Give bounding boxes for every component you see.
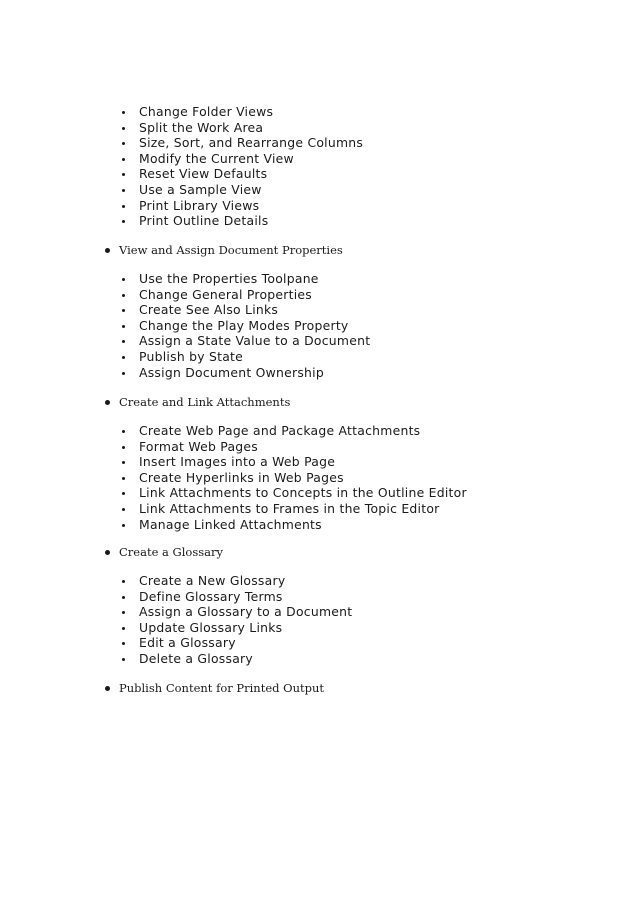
section-item	[0, 394, 467, 410]
bullet-icon	[122, 340, 125, 343]
list-item	[0, 349, 370, 365]
subtopic-list	[0, 271, 370, 380]
list-item-label: Reset View Defaults	[139, 166, 268, 182]
list-item-label: Change General Properties	[139, 286, 313, 302]
list-item-label: Use a Sample View	[139, 181, 262, 197]
bullet-icon	[122, 372, 125, 375]
bullet-icon	[122, 492, 125, 495]
list-item	[0, 485, 467, 501]
list-item-label: Insert Images into a Web Page	[139, 454, 336, 470]
list-item	[0, 573, 352, 589]
topic-list	[0, 544, 352, 667]
list-item-label: Edit a Glossary	[139, 635, 236, 651]
section-subtopics	[0, 271, 370, 380]
list-item-label: Update Glossary Links	[139, 619, 283, 635]
bullet-icon	[122, 430, 125, 433]
section-item	[0, 242, 370, 258]
list-item	[0, 271, 370, 287]
list-item-label: Manage Linked Attachments	[139, 516, 322, 532]
list-item-label: Define Glossary Terms	[139, 588, 283, 604]
subtopic-list	[0, 423, 467, 532]
list-item-label: Print Library Views	[139, 197, 260, 213]
list-item-label: Create a New Glossary	[139, 573, 286, 588]
bullet-icon	[122, 642, 125, 645]
bullet-icon	[122, 611, 125, 614]
bullet-icon	[122, 356, 125, 359]
list-item-label: Publish by State	[139, 348, 244, 364]
section-title: Create a Glossary	[119, 545, 223, 559]
section-title: View and Assign Document Properties	[119, 243, 343, 257]
list-item	[0, 213, 363, 229]
list-item-label: Assign a Glossary to a Document	[139, 604, 353, 620]
list-item-label: Create See Also Links	[139, 302, 279, 318]
bullet-icon	[122, 294, 125, 297]
list-item	[0, 589, 352, 605]
bullet-icon	[122, 111, 125, 114]
bullet-icon	[122, 189, 125, 192]
list-item	[0, 439, 467, 455]
bullet-icon	[122, 508, 125, 511]
bullet-icon	[122, 477, 125, 480]
bullet-icon	[105, 400, 110, 405]
list-item	[0, 651, 352, 667]
list-item	[0, 454, 467, 470]
list-item	[0, 470, 467, 486]
list-item	[0, 198, 363, 214]
section-title: Create and Link Attachments	[119, 395, 291, 409]
list-item	[0, 166, 363, 182]
topic-list	[0, 680, 324, 696]
list-item	[0, 182, 363, 198]
list-item	[0, 635, 352, 651]
bullet-icon	[122, 173, 125, 176]
list-item	[0, 287, 370, 303]
list-item-label: Create Web Page and Package Attachments	[139, 423, 421, 438]
list-item	[0, 365, 370, 381]
list-item-label: Change Folder Views	[139, 104, 274, 119]
bullet-icon	[122, 205, 125, 208]
list-item-label: Link Attachments to Concepts in the Outline Editor	[139, 485, 467, 501]
list-item-label: Use the Properties Toolpane	[139, 271, 319, 286]
list-item	[0, 120, 363, 136]
list-item	[0, 104, 363, 120]
list-item	[0, 135, 363, 151]
list-item	[0, 302, 370, 318]
bullet-icon	[122, 446, 125, 449]
continued-group	[0, 104, 363, 229]
topic-list	[0, 394, 467, 532]
subtopic-list	[0, 104, 363, 229]
bullet-icon	[122, 309, 125, 312]
bullet-icon	[122, 524, 125, 527]
bullet-icon	[122, 627, 125, 630]
bullet-icon	[122, 220, 125, 223]
bullet-icon	[122, 158, 125, 161]
list-item-label: Split the Work Area	[139, 119, 264, 135]
bullet-icon	[105, 686, 110, 691]
list-item	[0, 151, 363, 167]
bullet-icon	[122, 127, 125, 130]
section-subtopics	[0, 573, 352, 667]
list-item-label: Modify the Current View	[139, 150, 294, 166]
list-item	[0, 501, 467, 517]
topic-list	[0, 242, 370, 380]
list-item-label: Assign Document Ownership	[139, 364, 324, 380]
list-item-label: Change the Play Modes Property	[139, 317, 349, 333]
bullet-icon	[122, 658, 125, 661]
list-item	[0, 318, 370, 334]
list-item	[0, 423, 467, 439]
bullet-icon	[122, 142, 125, 145]
list-item-label: Create Hyperlinks in Web Pages	[139, 469, 344, 485]
list-item	[0, 604, 352, 620]
list-item-label: Assign a State Value to a Document	[139, 333, 371, 349]
list-item-label: Delete a Glossary	[139, 650, 253, 666]
list-item-label: Format Web Pages	[139, 438, 259, 454]
list-item	[0, 620, 352, 636]
subtopic-list	[0, 573, 352, 667]
section-item	[0, 680, 324, 696]
list-item	[0, 517, 467, 533]
bullet-icon	[122, 278, 125, 281]
bullet-icon	[122, 596, 125, 599]
bullet-icon	[105, 550, 110, 555]
list-item	[0, 333, 370, 349]
section-item	[0, 544, 352, 560]
section-title: Publish Content for Printed Output	[119, 681, 325, 695]
list-item-label: Size, Sort, and Rearrange Columns	[139, 135, 364, 151]
list-item-label: Link Attachments to Frames in the Topic Editor	[139, 500, 440, 516]
list-item-label: Print Outline Details	[139, 213, 269, 229]
section-subtopics	[0, 423, 467, 532]
bullet-icon	[105, 248, 110, 253]
bullet-icon	[122, 325, 125, 328]
bullet-icon	[122, 461, 125, 464]
topic-list-continued	[0, 104, 363, 229]
bullet-icon	[122, 580, 125, 583]
